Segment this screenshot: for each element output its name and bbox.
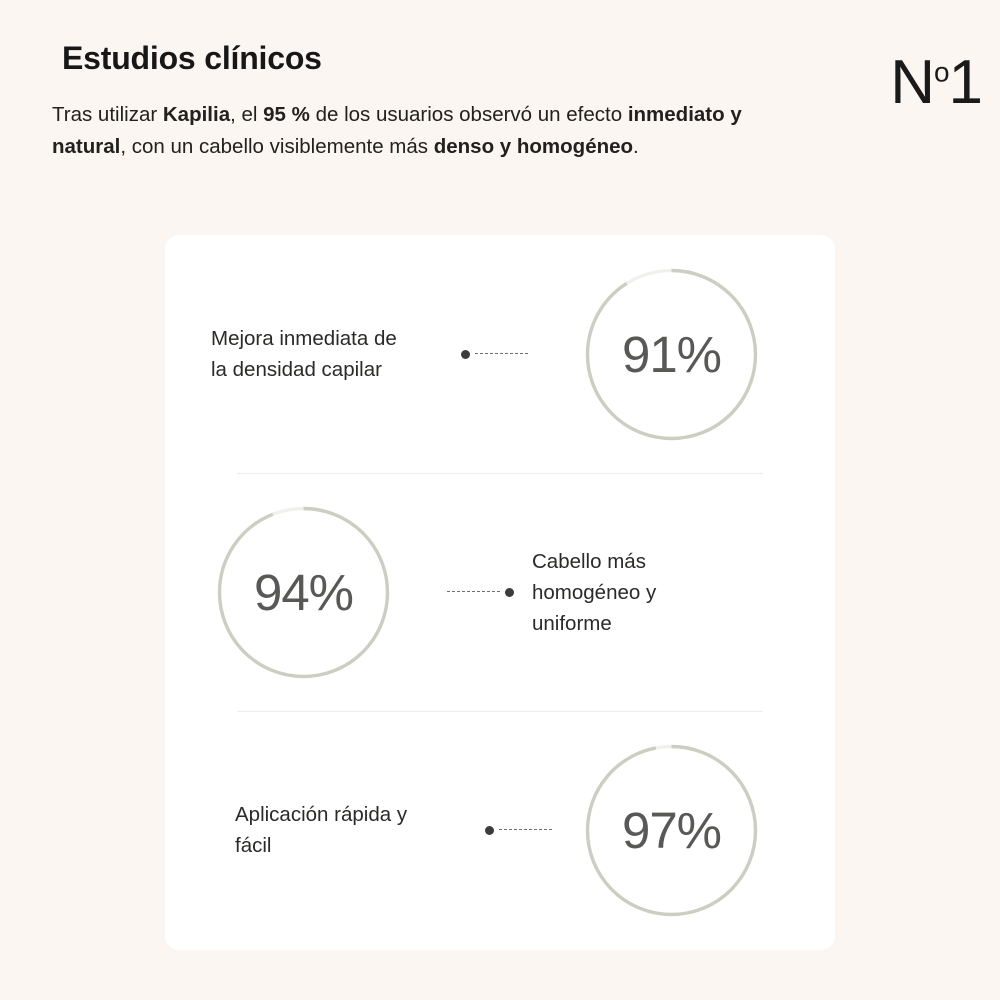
intro-emphasis: denso y homogéneo (433, 135, 634, 158)
header (52, 40, 948, 184)
donut-chart (211, 500, 396, 685)
donut-chart (579, 262, 764, 447)
donut-chart (579, 738, 764, 923)
stat-label (532, 546, 782, 639)
stat-label-line: fácil (235, 834, 272, 857)
stat-label-line: Aplicación rápida y (235, 803, 408, 826)
stat-label-line: Mejora inmediata de (211, 327, 397, 350)
intro-text: , con un cabello visiblemente más (120, 135, 434, 158)
connector-dot-icon (485, 826, 494, 835)
intro-text: , el (230, 103, 264, 126)
intro-emphasis: Kapilia (162, 103, 231, 126)
page-title: Estudios clínicos (62, 40, 322, 76)
stat-value: 97% (621, 801, 722, 859)
stat-row (165, 711, 835, 949)
connector-dashes (499, 829, 552, 831)
intro-emphasis: inmediato y natural (52, 103, 742, 158)
stat-row (165, 473, 835, 711)
stat-label (235, 799, 485, 861)
stat-label-line: homogéneo y (532, 580, 657, 604)
stat-value: 94% (253, 563, 354, 621)
connector-line (442, 588, 514, 597)
intro-emphasis: 95 % (263, 103, 310, 126)
connector-dot-icon (461, 350, 470, 359)
connector-line (461, 350, 533, 359)
connector-dashes (447, 591, 500, 593)
stat-label-line: Cabello más (532, 549, 646, 573)
stat-label (211, 323, 461, 385)
stat-label-line: uniforme (532, 611, 612, 635)
stat-value: 91% (621, 325, 722, 383)
stat-label-line: la densidad capilar (211, 358, 382, 381)
connector-dashes (475, 353, 528, 355)
intro-paragraph (52, 99, 742, 163)
connector-dot-icon (505, 588, 514, 597)
connector-line (485, 826, 557, 835)
intro-text: de los usuarios observó un efecto (309, 103, 628, 126)
stat-row (165, 235, 835, 473)
rank-badge: $N^o1$ (890, 48, 982, 117)
intro-text: Tras utilizar (52, 103, 163, 126)
intro-text: . (633, 135, 639, 158)
stats-card (165, 235, 835, 950)
